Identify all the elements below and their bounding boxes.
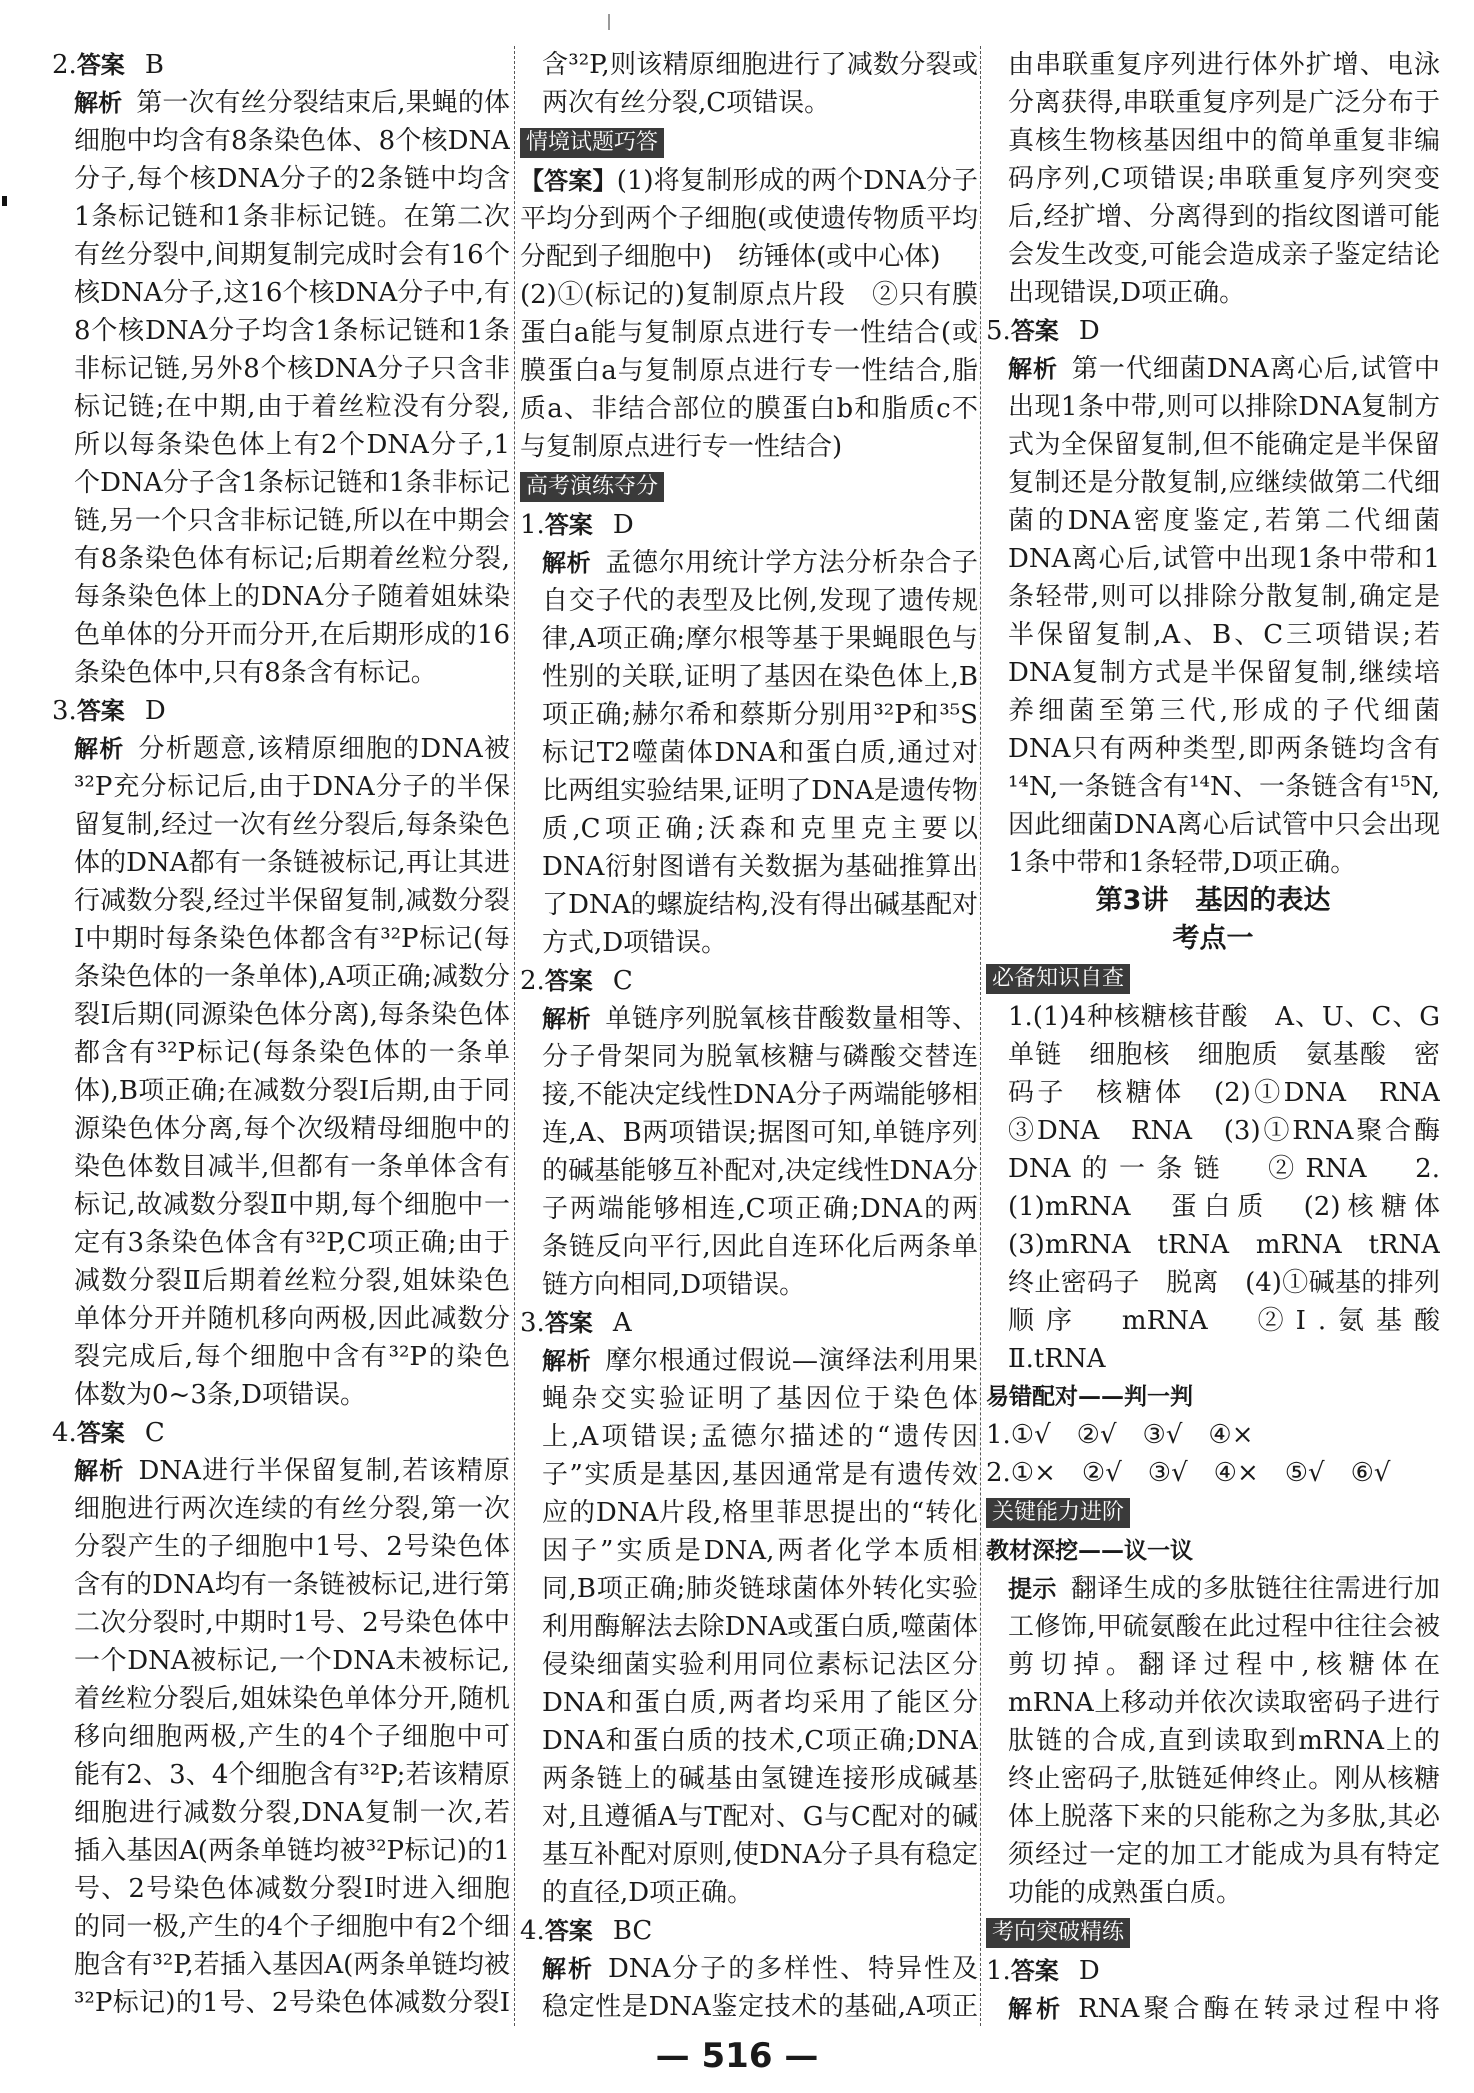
- answer-label: 答案: [544, 511, 593, 539]
- analysis-text: 第一次有丝分裂结束后,果蝇的体细胞中均含有8条染色体、8个核DNA分子,每个核DNA分子的2条链中均含1条标记链和1条非标记链。在第二次有丝分裂中,间期复制完成时会有16个核DNA分子,这16个核DNA分子中,有8个核DNA分子均含1条标记链和1条非标记链,另外8个核DNA分子只含非标记链;在中期,由于着丝粒没有分裂,所以每条染色体上有2个DNA分子,1个DNA分子含1条标记链和1条非标记链,另一个只含非标记链,所以在中期会有8条染色体有标记;后期着丝粒分裂,每条染色体上的DNA分子随着姐妹染色单体的分开而分开,在后期形成的16条染色体中,只有8条含有标记。: [74, 88, 510, 688]
- continued-text: 含³²P,则该精原细胞进行了减数分裂或两次有丝分裂,C项错误。: [542, 50, 978, 118]
- question-number: 1.: [520, 510, 545, 540]
- answer-label: 答案: [76, 51, 125, 79]
- analysis-text: 孟德尔用统计学方法分析杂合子自交子代的表型及比例,发现了遗传规律,A项正确;摩尔根等基于果蝇眼色与性别的关联,证明了基因在染色体上,B项正确;赫尔希和蔡斯分别用³²P和³⁵S标记T2噬菌体DNA和蛋白质,通过对比两组实验结果,证明了DNA是遗传物质,C项正确;沃森和克里克主要以DNA衍射图谱有关数据为基础推算出了DNA的螺旋结构,没有得出碱基配对方式,D项错误。: [542, 548, 978, 958]
- analysis-text: RNA聚合酶在转录过程中将: [1078, 1994, 1440, 2024]
- exam-5-analysis: [986, 350, 1440, 882]
- column-left: [52, 46, 510, 2026]
- analysis-text: 摩尔根通过假说—演绎法利用果蝇杂交实验证明了基因位于染色体上,A项错误;孟德尔描述的“遗传因子”实质是基因,基因通常是有遗传效应的DNA片段,格里菲思提出的“转化因子”实质是DNA,两者化学本质相同,B项正确;肺炎链球菌体外转化实验利用酶解法去除DNA或蛋白质,噬菌体侵染细菌实验利用同位素标记法区分DNA和蛋白质,两者均采用了能区分DNA和蛋白质的技术,C项正确;DNA两条链上的碱基由氢键连接形成碱基对,且遵循A与T配对、G与C配对的碱基互补配对原则,使DNA分子具有稳定的直径,D项正确。: [542, 1346, 978, 1908]
- answer-value: B: [144, 50, 164, 80]
- analysis-label: 解析: [1008, 355, 1058, 383]
- analysis-label: 解析: [542, 1005, 592, 1033]
- question-number: 4.: [520, 1916, 545, 1946]
- answer-label: 答案: [1010, 1957, 1059, 1985]
- continued-text: 由串联重复序列进行体外扩增、电泳分离获得,串联重复序列是广泛分布于真核生物核基因组中的简单重复非编码序列,C项错误;串联重复序列突变后,经扩增、分离得到的指纹图谱可能会发生改变,可能会造成亲子鉴定结论出现错误,D项正确。: [1008, 50, 1440, 308]
- analysis-label: 解析: [542, 1955, 594, 1983]
- analysis-text: DNA分子的多样性、特异性及稳定性是DNA鉴定技术的基础,A项正: [542, 1954, 978, 2022]
- question-2-analysis: [52, 84, 510, 692]
- chapter-title: 第3讲 基因的表达: [1095, 885, 1331, 916]
- scan-mark: [2, 196, 7, 206]
- answer-value: D: [144, 696, 166, 726]
- situation-answer-1: (1)将复制形成的两个DNA分子平均分到两个子细胞(或使遗传物质平均分配到子细胞中) 纺锤体(或中心体): [520, 166, 978, 272]
- question-number: 1.: [986, 1956, 1011, 1986]
- knowledge-answers: 1.(1)4种核糖核苷酸 A、U、C、G 单链 细胞核 细胞质 氨基酸 密码子 核糖体 (2)①DNA RNA ③DNA RNA (3)①RNA聚合酶 DNA的一条链 ②RNA 2.(1)mRNA 蛋白质 (2)核糖体 (3)mRNA tRNA mRNA tRNA 终止密码子 脱离 (4)①碱基的排列顺序 mRNA ②Ⅰ.氨基酸 Ⅱ.tRNA: [1008, 1002, 1440, 1374]
- section-tag-exam: 高考演练夺分: [520, 472, 664, 502]
- exam-5-answer: [986, 312, 1440, 350]
- analysis-label: 解析: [74, 735, 125, 763]
- page-number: — 516 —: [655, 2036, 819, 2076]
- judge-row-1: 1.①√ ②√ ③√ ④×: [986, 1420, 1254, 1450]
- exam-4-answer: [520, 1912, 978, 1950]
- analysis-label: 解析: [542, 549, 592, 577]
- column-divider: [980, 46, 981, 2026]
- answer-value: C: [612, 966, 633, 996]
- column-middle: [520, 46, 978, 2026]
- exam-3-answer: [520, 1304, 978, 1342]
- analysis-label: 解析: [74, 1457, 125, 1485]
- exam-4-analysis: [520, 1950, 978, 2026]
- section-tag-situation: 情境试题巧答: [520, 128, 664, 158]
- point-title: 考点一: [1172, 923, 1254, 954]
- question-number: 3.: [520, 1308, 545, 1338]
- question-number: 4.: [52, 1418, 77, 1448]
- section-tag-ability: 关键能力进阶: [986, 1498, 1130, 1528]
- answer-label: 答案: [544, 1917, 593, 1945]
- analysis-text: 分析题意,该精原细胞的DNA被³²P充分标记后,由于DNA分子的半保留复制,经过一次有丝分裂后,每条染色体的DNA都有一条链被标记,再让其进行减数分裂,经过半保留复制,减数分裂Ⅰ中期时每条染色体都含有³²P标记(每条染色体的一条单体),A项正确;减数分裂Ⅰ后期(同源染色体分离),每条染色体都含有³²P标记(每条染色体的一条单体),B项正确;在减数分裂Ⅰ后期,由于同源染色体分离,每个次级精母细胞中的染色体数目减半,但都有一条单体含有标记,故减数分裂Ⅱ中期,每个细胞中一定有3条染色体含有³²P,C项正确;由于减数分裂Ⅱ后期着丝粒分裂,姐妹染色单体分开并随机移向两极,因此减数分裂完成后,每个细胞中含有³²P的染色体数为0~3条,D项错误。: [74, 734, 510, 1410]
- hint-label: 提示: [1008, 1575, 1057, 1603]
- situation-answer: [520, 162, 978, 276]
- analysis-text: 单链序列脱氧核苷酸数量相等、分子骨架同为脱氧核糖与磷酸交替连接,不能决定线性DNA分子两端能够相连,A、B两项错误;据图可知,单链序列的碱基能够互补配对,决定线性DNA分子两端能够相连,C项正确;DNA的两条链反向平行,因此自连环化后两条单链方向相同,D项错误。: [542, 1004, 978, 1300]
- analysis-text: DNA进行半保留复制,若该精原细胞进行两次连续的有丝分裂,第一次分裂产生的子细胞中1号、2号染色体含有的DNA均有一条链被标记,进行第二次分裂时,中期时1号、2号染色体中一个DNA被标记,一个DNA未被标记,着丝粒分裂后,姐妹染色单体分开,随机移向细胞两极,产生的4个子细胞中可能有2、3、4个细胞含有³²P;若该精原细胞进行减数分裂,DNA复制一次,若插入基因A(两条单链均被³²P标记)的1号、2号染色体减数分裂Ⅰ时进入细胞的同一极,产生的4个子细胞中有2个细胞含有³²P,若插入基因A(两条单链均被³²P标记)的1号、2号染色体减数分裂Ⅰ: [74, 1456, 510, 2018]
- analysis-label: 解析: [74, 89, 123, 117]
- answer-label: 答案: [1010, 317, 1059, 345]
- question-2-answer: [52, 46, 510, 84]
- column-divider: [514, 46, 515, 2026]
- answer-value: D: [1078, 1956, 1100, 1986]
- answer-label: 答案: [76, 697, 125, 725]
- answer-label: 【答案】: [520, 167, 617, 195]
- subheading-judge: 易错配对——判一判: [986, 1384, 1193, 1410]
- situation-answer-2: (2)①(标记的)复制原点片段 ②只有膜蛋白a能与复制原点进行专一性结合(或膜蛋白a与复制原点进行专一性结合,脂质a、非结合部位的膜蛋白b和脂质c不与复制原点进行专一性结合): [520, 280, 978, 462]
- answer-label: 答案: [76, 1419, 125, 1447]
- answer-value: A: [612, 1308, 632, 1338]
- hint-paragraph: [986, 1570, 1440, 1912]
- question-3-answer: [52, 692, 510, 730]
- answer-value: BC: [612, 1916, 653, 1946]
- section-tag-knowledge: 必备知识自查: [986, 964, 1130, 994]
- exam-2-analysis: [520, 1000, 978, 1304]
- question-number: 5.: [986, 316, 1011, 346]
- answer-value: C: [144, 1418, 165, 1448]
- question-3-analysis: [52, 730, 510, 1414]
- analysis-label: 解析: [542, 1347, 592, 1375]
- breakthrough-1-answer: [986, 1952, 1440, 1990]
- section-tag-breakthrough: 考向突破精练: [986, 1918, 1130, 1948]
- page-number-value: 516: [701, 2036, 773, 2076]
- hint-text: 翻译生成的多肽链往往需进行加工修饰,甲硫氨酸在此过程中往往会被剪切掉。翻译过程中,核糖体在mRNA上移动并依次读取密码子进行肽链的合成,直到读取到mRNA上的终止密码子,肽链延伸终止。刚从核糖体上脱落下来的只能称之为多肽,其必须经过一定的加工才能成为具有特定功能的成熟蛋白质。: [1008, 1574, 1440, 1908]
- exam-2-answer: [520, 962, 978, 1000]
- question-number: 2.: [52, 50, 77, 80]
- answer-label: 答案: [544, 1309, 593, 1337]
- breakthrough-1-analysis: [986, 1990, 1440, 2026]
- question-4-answer: [52, 1414, 510, 1452]
- judge-row-2: 2.①× ②√ ③√ ④× ⑤√ ⑥√: [986, 1458, 1391, 1488]
- question-4-analysis: [52, 1452, 510, 2026]
- exam-1-answer: [520, 506, 978, 544]
- question-number: 2.: [520, 966, 545, 996]
- answer-value: D: [1078, 316, 1100, 346]
- analysis-label: 解析: [1008, 1995, 1065, 2023]
- exam-1-analysis: [520, 544, 978, 962]
- answer-value: D: [612, 510, 634, 540]
- question-number: 3.: [52, 696, 77, 726]
- answer-label: 答案: [544, 967, 593, 995]
- subheading-discuss: 教材深挖——议一议: [986, 1538, 1193, 1564]
- scan-mark: [608, 14, 610, 30]
- exam-3-analysis: [520, 1342, 978, 1912]
- column-right: [986, 46, 1440, 2026]
- analysis-text: 第一代细菌DNA离心后,试管中出现1条中带,则可以排除DNA复制方式为全保留复制,但不能确定是半保留复制还是分散复制,应继续做第二代细菌的DNA密度鉴定,若第二代细菌DNA离心后,试管中出现1条中带和1条轻带,则可以排除分散复制,确定是半保留复制,A、B、C三项错误;若DNA复制方式是半保留复制,继续培养细菌至第三代,形成的子代细菌DNA只有两种类型,即两条链均含有¹⁴N,一条链含有¹⁴N、一条链含有¹⁵N,因此细菌DNA离心后试管中只会出现1条中带和1条轻带,D项正确。: [1008, 354, 1440, 878]
